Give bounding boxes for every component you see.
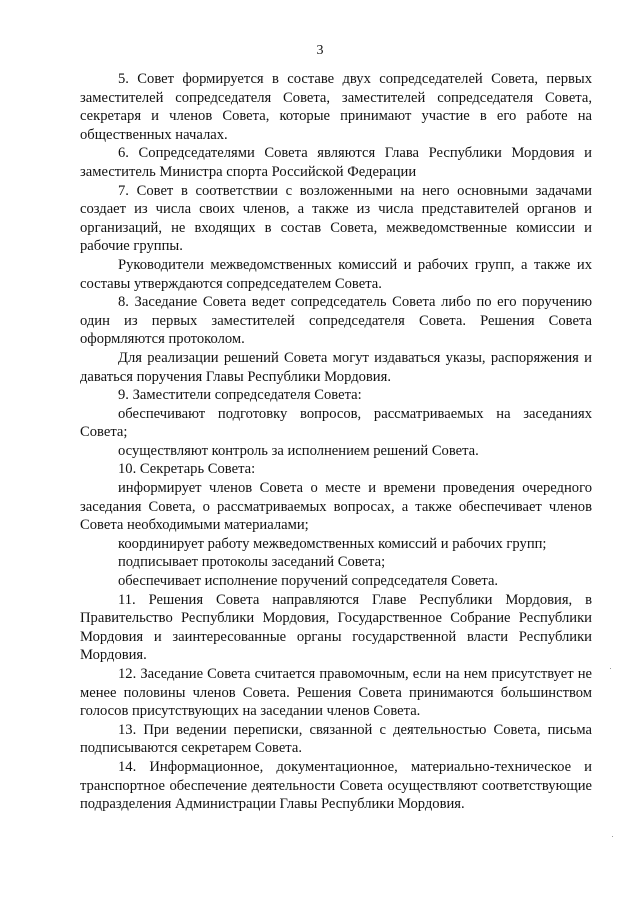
paragraph-item-12: 12. Заседание Совета считается правомочным, если на нем присутствует не менее половины членов Совета. Решения Совета принимаются большинством голосов присутствующих на заседании членов Совета. [80, 666, 592, 720]
paragraph-item-7: 7. Совет в соответствии с возложенными на него основными задачами создает из числа своих членов, а также из числа представителей органов и организаций, не входящих в состав Совета, межведомственные комиссии и рабочие группы. [80, 182, 592, 255]
paragraph-item-5: 5. Совет формируется в составе двух сопредседателей Совета, первых заместителей сопредседателя Совета, заместителей сопредседателя Совета, секретаря и членов Совета, которые принимают участие в его работе на общественных началах. [80, 71, 592, 143]
paragraph-item-9: 9. Заместители сопредседателя Совета: [118, 387, 362, 404]
paragraph-item-14: 14. Информационное, документационное, материально-техническое и транспортное обеспечение деятельности Совета осуществляют соответствующие подразделения Администрации Главы Республики Мордовия. [80, 758, 592, 813]
paragraph-item-8: 8. Заседание Совета ведет сопредседатель Совета либо по его поручению один из первых заместителей сопредседателя Совета. Решения Совета оформляются протоколом. [80, 294, 592, 348]
document-body [80, 70, 592, 814]
paragraph-item-6: 6. Сопредседателями Совета являются Глава Республики Мордовия и заместитель Министра спорта Российской Федерации [80, 145, 592, 180]
paragraph-item-13: 13. При ведении переписки, связанной с деятельностью Совета, письма подписываются секретарем Совета. [80, 721, 592, 757]
paragraph-item-11: 11. Решения Совета направляются Главе Республики Мордовия, в Правительство Республики Мордовия, Государственное Собрание Республики Мордовия и заинтересованные органы государственной власти Республики Мордовия. [80, 591, 592, 664]
paragraph-deputies-duty-1: обеспечивают подготовку вопросов, рассматриваемых на заседаниях Совета; [80, 405, 592, 441]
paragraph-item-10: 10. Секретарь Совета: [118, 461, 256, 478]
page-number: 3 [316, 43, 324, 58]
paragraph-secretary-duty-2: координирует работу межведомственных комиссий и рабочих групп; [118, 535, 547, 552]
paragraph-secretary-duty-4: обеспечивает исполнение поручений сопредседателя Совета. [118, 573, 499, 590]
paragraph-decisions-implementation: Для реализации решений Совета могут издаваться указы, распоряжения и даваться поручения Главы Республики Мордовия. [80, 349, 592, 385]
paragraph-working-group-leaders: Руководители межведомственных комиссий и рабочих групп, а также их составы утверждаются сопредседателем Совета. [80, 256, 592, 292]
scan-speck [612, 836, 613, 837]
paragraph-deputies-duty-2: осуществляют контроль за исполнением решений Совета. [118, 442, 479, 459]
paragraph-secretary-duty-3: подписывает протоколы заседаний Совета; [118, 554, 386, 571]
paragraph-secretary-duty-1: информирует членов Совета о месте и времени проведения очередного заседания Совета, о рассматриваемых вопросах, а также обеспечивает членов Совета необходимыми материалами; [80, 480, 592, 534]
scan-speck [610, 668, 611, 669]
